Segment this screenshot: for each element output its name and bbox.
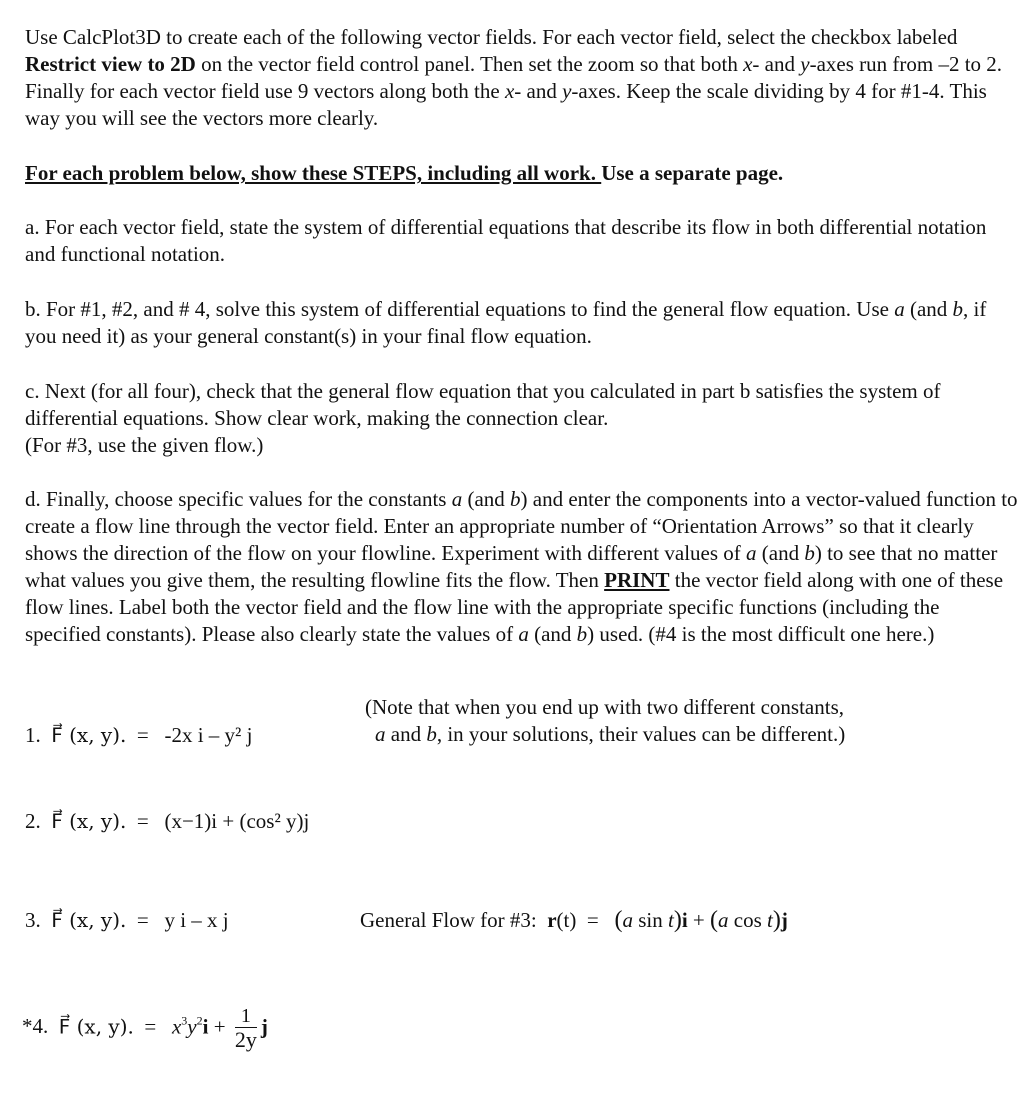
step-a: a. For each vector field, state the system of differential equations that describe its flow in both differential notation and functional notation. (25, 215, 987, 266)
steps-heading-underlined: For each problem below, show these STEPS, including all work. (25, 161, 602, 185)
const-a: a (746, 541, 757, 565)
var-y: y (800, 52, 810, 76)
intro-text-2: on the vector field control panel. Then set the zoom so that both (195, 52, 744, 76)
const-b: b (804, 541, 815, 565)
step-d (25, 486, 1020, 648)
flow-r: r (547, 908, 557, 932)
const-b: b (426, 722, 437, 746)
const-a: a (622, 908, 633, 932)
const-b: b (576, 622, 588, 646)
step-c-line1: c. Next (for all four), check that the general flow equation that you calculated in part b satisfies the system of differential equations. Show clear work, making the connection clear. (25, 379, 941, 430)
step-d-text: (and (462, 487, 511, 511)
sin-func: sin (638, 908, 663, 932)
step-c-line2: (For #3, use the given flow.) (25, 433, 264, 457)
problem-4: *4. F⃗ (x, y). = $x^3y^2i$ + $\frac{1}{2y}$ j (22, 1005, 268, 1052)
intro-text-1: Use CalcPlot3D to create each of the following vector fields. For each vector field, select the checkbox labeled (25, 25, 958, 49)
step-d-text: ) to see that no matter what values you give them, the resulting flowline fits the flow. Then (25, 541, 998, 592)
general-flow-label: General Flow for #3: (360, 908, 537, 932)
var-x: x (504, 79, 515, 103)
vector-field-lhs: F⃗ (x, y). (51, 809, 127, 833)
const-b: b (510, 487, 521, 511)
intro-text-3: - and (752, 52, 801, 76)
general-flow-3: General Flow for #3: r(t) = (a sin t)i + (a cos t)j (360, 907, 788, 933)
intro-text-5: - and (514, 79, 563, 103)
vector-field-rhs: y i – x j (164, 908, 229, 932)
const-b: b (952, 297, 964, 321)
vector-field-lhs: F⃗ (x, y). (58, 1014, 134, 1039)
param-t: t (767, 908, 773, 932)
restrict-view-label: Restrict view to 2D (25, 52, 196, 76)
steps-heading (25, 160, 1020, 187)
problem-number: 2. (25, 809, 41, 833)
var-x: x (743, 52, 753, 76)
step-b-text: b. For #1, #2, and # 4, solve this system of differential equations to find the general flow equation. Use (25, 297, 895, 321)
note-line1: (Note that when you end up with two different constants, (365, 695, 845, 719)
problem-3: 3. F⃗ (x, y). = y i – x j (25, 908, 229, 932)
constants-note (365, 694, 845, 748)
note-text: and (385, 722, 427, 746)
vector-field-lhs: F⃗ (x, y). (51, 908, 127, 932)
param-t: t (667, 908, 674, 932)
const-a: a (451, 487, 463, 511)
intro-text-6: -axes. Keep the scale dividing by 4 for #1-4. This way you will see the vectors more clearly. (25, 79, 987, 130)
intro-paragraph (25, 24, 1020, 132)
flow-param: (t) (556, 908, 577, 932)
cos-func: cos (733, 908, 762, 932)
var-y: y (562, 79, 572, 103)
step-d-text: the vector field along with one of these flow lines. Label both the vector field and the flow line with the appropriate specific functions (including the specified constants). Please also clearly state the values of (25, 568, 1004, 646)
intro-text-4: -axes run from –2 to 2. Finally for each vector field use 9 vectors along both the (25, 52, 1003, 103)
const-a: a (375, 722, 386, 746)
worksheet-page (25, 24, 1020, 666)
step-d-text: ) and enter the components into a vector-valued function to create a flow line through the vector field. Enter an appropriate number of “Orientation Arrows” so that it clearly shows the direction of the flow on your flowline. Experiment with different values of (25, 487, 1018, 565)
note-text: , in your solutions, their values can be different.) (436, 722, 846, 746)
const-a: a (518, 622, 529, 646)
const-a: a (718, 908, 729, 932)
problem-number: 1. (25, 723, 41, 747)
step-d-text: d. Finally, choose specific values for the constants (25, 487, 452, 511)
vector-field-rhs: -2x i – y² j (164, 723, 253, 747)
fraction-denominator: 2y (234, 1027, 257, 1052)
step-d-text: ) used. (#4 is the most difficult one here.) (587, 622, 935, 646)
step-d-text: (and (756, 541, 805, 565)
problem-number: 3. (25, 908, 41, 932)
const-a: a (894, 297, 905, 321)
step-c (25, 378, 1020, 459)
vector-field-lhs: F⃗ (x, y). (51, 723, 127, 747)
problem-number: *4. (22, 1014, 49, 1039)
fraction-numerator: 1 (235, 1005, 257, 1028)
steps-heading-bold: Use a separate page. (601, 161, 784, 185)
note-line2 (365, 721, 845, 748)
problem-1: 1. F⃗ (x, y). = -2x i – y² j (25, 723, 253, 747)
fraction (235, 1005, 257, 1052)
step-b-text: (and (904, 297, 953, 321)
vector-field-rhs: (x−1)i + (cos² y)j (164, 809, 310, 833)
step-d-text: (and (528, 622, 577, 646)
step-b-text: , if you need it) as your general constant(s) in your final flow equation. (25, 297, 987, 348)
step-b (25, 296, 1020, 350)
problem-2: 2. F⃗ (x, y). = (x−1)i + (cos² y)j (25, 809, 310, 833)
print-emphasis: PRINT (604, 568, 670, 592)
